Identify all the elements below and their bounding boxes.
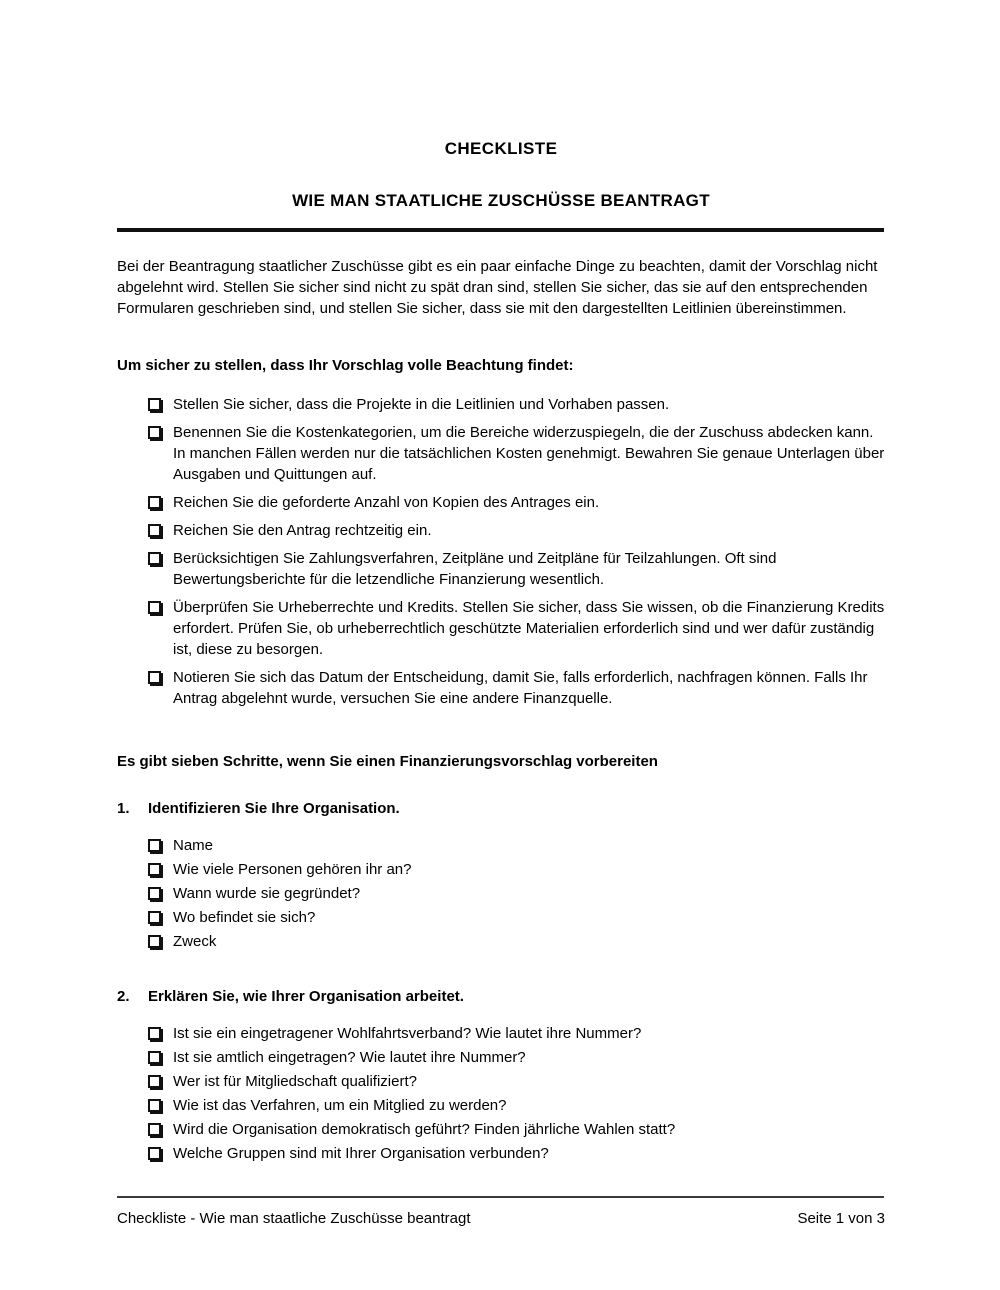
list-item-label: Reichen Sie den Antrag rechtzeitig ein. [173,522,432,539]
list-item-label: Reichen Sie die geforderte Anzahl von Kopien des Antrages ein. [173,494,600,511]
list-item[interactable] [117,394,885,415]
checkbox-icon[interactable] [148,601,161,614]
document-subtitle: WIE MAN STAATLICHE ZUSCHÜSSE BEANTRAGT [292,191,710,210]
list-item[interactable] [117,520,885,541]
list-item[interactable] [117,1047,885,1068]
document-title: CHECKLISTE [444,139,558,158]
list-item[interactable] [117,597,885,660]
checkbox-icon[interactable] [148,1051,161,1064]
list-item[interactable] [117,835,885,856]
checkbox-icon[interactable] [148,524,161,537]
list-item-label: Wie ist das Verfahren, um ein Mitglied zu werden? [173,1097,507,1114]
checkbox-icon[interactable] [148,1027,161,1040]
list-item-label: Wann wurde sie gegründet? [173,885,361,902]
title-block [117,0,885,212]
list-item[interactable] [117,422,885,485]
step-1-checklist [117,835,885,952]
checkbox-icon[interactable] [148,496,161,509]
step-number: 2. [117,988,130,1005]
list-item-label: Ist sie amtlich eingetragen? Wie lautet ihre Nummer? [173,1049,526,1066]
list-item[interactable] [117,1071,885,1092]
list-item-label: Zweck [173,933,217,950]
footer-row [117,1198,885,1229]
list-item-label: Wo befindet sie sich? [173,909,316,926]
footer-document-name: Checkliste - Wie man staatliche Zuschüsse beantragt [117,1210,471,1227]
checkbox-icon[interactable] [148,426,161,439]
list-item-label: Wer ist für Mitgliedschaft qualifiziert? [173,1073,417,1090]
attention-checklist [117,394,885,709]
checkbox-icon[interactable] [148,1099,161,1112]
list-item-label: Ist sie ein eingetragener Wohlfahrtsverband? Wie lautet ihre Nummer? [173,1025,642,1042]
list-item-label: Berücksichtigen Sie Zahlungsverfahren, Zeitpläne und Zeitpläne für Teilzahlungen. Oft sind Bewertungsberichte für die letzendliche Finanzierung wesentlich. [173,550,777,588]
list-item[interactable] [117,1119,885,1140]
list-item[interactable] [117,492,885,513]
step-2-checklist [117,1023,885,1164]
checkbox-icon[interactable] [148,398,161,411]
list-item-label: Benennen Sie die Kostenkategorien, um die Bereiche widerzuspiegeln, die der Zuschuss abdecken kann. In manchen Fällen werden nur die tatsächlichen Kosten genehmigt. Bewahren Sie genaue Unterlagen über Ausgaben und Quittungen auf. [173,424,885,483]
list-item-label: Name [173,837,214,854]
step-2-heading [117,986,885,1007]
checkbox-icon[interactable] [148,839,161,852]
checkbox-icon[interactable] [148,887,161,900]
footer-page-number: Seite 1 von 3 [797,1210,885,1227]
list-item[interactable] [117,859,885,880]
checkbox-icon[interactable] [148,1147,161,1160]
checkbox-icon[interactable] [148,1123,161,1136]
step-number: 1. [117,800,130,817]
page-footer [117,1196,885,1229]
checkbox-icon[interactable] [148,935,161,948]
step-title: Identifizieren Sie Ihre Organisation. [148,800,400,817]
list-item[interactable] [117,1095,885,1116]
checkbox-icon[interactable] [148,1075,161,1088]
list-item[interactable] [117,1023,885,1044]
list-item-label: Notieren Sie sich das Datum der Entscheidung, damit Sie, falls erforderlich, nachfragen können. Falls Ihr Antrag abgelehnt wurde, versuchen Sie eine andere Finanzquelle. [173,669,868,707]
list-item[interactable] [117,667,885,709]
document-body [117,0,885,1167]
list-item[interactable] [117,883,885,904]
checkbox-icon[interactable] [148,552,161,565]
steps-section-heading: Es gibt sieben Schritte, wenn Sie einen Finanzierungsvorschlag vorbereiten [117,753,658,770]
list-item-label: Überprüfen Sie Urheberrechte und Kredits. Stellen Sie sicher, dass Sie wissen, ob die Finanzierung Kredits erfordert. Prüfen Sie, ob urheberrechtlich geschützte Materialien erforderlich sind und wer dafür zuständig ist, diese zu besorgen. [173,599,885,658]
step-1-heading [117,798,885,819]
list-item[interactable] [117,931,885,952]
checkbox-icon[interactable] [148,911,161,924]
checkbox-icon[interactable] [148,863,161,876]
list-item-label: Wie viele Personen gehören ihr an? [173,861,412,878]
list-item[interactable] [117,1143,885,1164]
list-item-label: Wird die Organisation demokratisch geführt? Finden jährliche Wahlen statt? [173,1121,676,1138]
checkbox-icon[interactable] [148,671,161,684]
attention-section-heading: Um sicher zu stellen, dass Ihr Vorschlag volle Beachtung findet: [117,357,574,374]
header-divider [117,228,884,232]
list-item-label: Welche Gruppen sind mit Ihrer Organisation verbunden? [173,1145,549,1162]
list-item[interactable] [117,548,885,590]
list-item-label: Stellen Sie sicher, dass die Projekte in die Leitlinien und Vorhaben passen. [173,396,670,413]
intro-paragraph: Bei der Beantragung staatlicher Zuschüsse gibt es ein paar einfache Dinge zu beachten, damit der Vorschlag nicht abgelehnt wird. Stellen Sie sicher sind nicht zu spät dran sind, stellen Sie sicher, das sie auf den entsprechenden Formularen geschrieben sind, und stellen Sie sicher, dass sie mit den dargestellten Leitlinien übereinstimmen. [117,258,878,317]
list-item[interactable] [117,907,885,928]
step-title: Erklären Sie, wie Ihrer Organisation arbeitet. [148,988,464,1005]
